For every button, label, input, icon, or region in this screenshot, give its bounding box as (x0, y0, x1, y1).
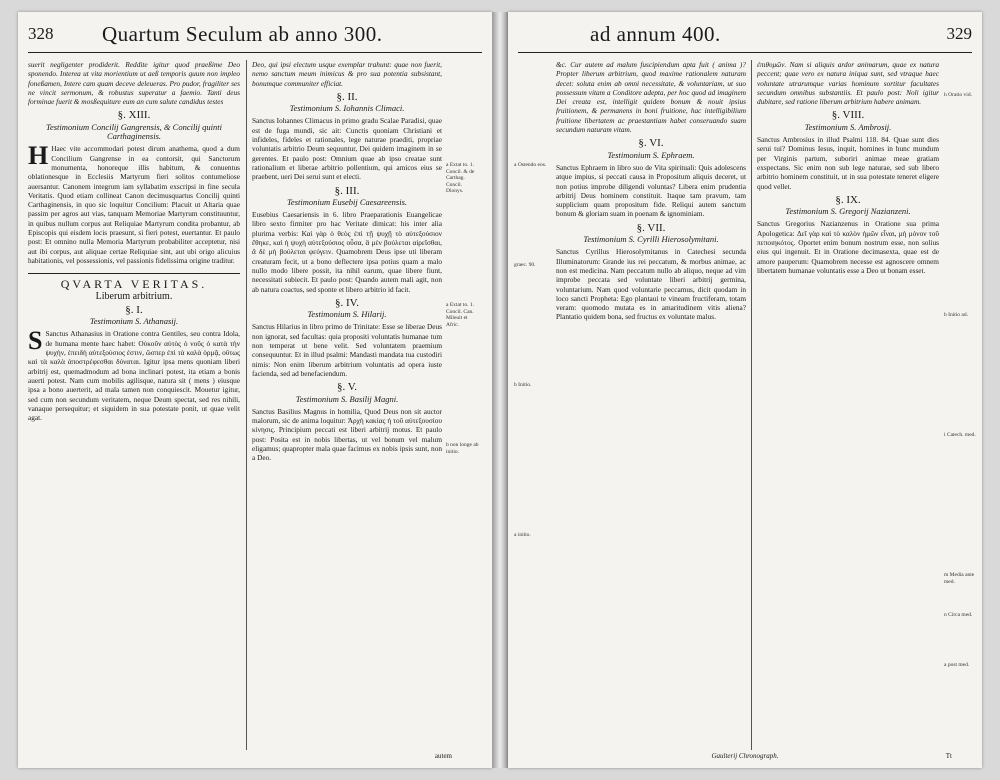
paragraph-text: Sanctus Hilarius in libro primo de Trinitate: Esse se liberae Deus non ignorat, sed facultas: quia propositi voluntatis humanae tum non temperat ut bene velit. Sed voluntatem praemium consequuntur. Et in illud psalmi: Mandasti mandata tua custodiri nimis: Non enim liberum arbitrium voluntatis ad opera iuste facienda, sed ad benefaciendum. (252, 322, 442, 378)
testimony-heading: Testimonium S. Ambrosij. (804, 121, 892, 132)
testimony-heading: Testimonium S. Basilij Magni. (295, 393, 399, 404)
paragraph-text: Haec vite accommodari potest dirum anathema, quod a dum Concilium Gangrense in ea contorsit, qui Sanctorum monumenta, honoreque illis habitum, & conuentus oblationesque in Ecclesiis Martyrum fieri solitos contumeliose auersantur. Canonem integrum iam syllabatim exscripsi in fine secula Veritatis. Quod etiam collineat Canon decimusquartus Concilij quinti Carthaginensis, in quo sic loquitur Concilium: Placuit ut Altaria quae passim per agros aut vias, tanquam Memoriae Martyrum constituuntur, in quibus nullum corpus aut Reliquiae Martyrum condita probantur, ab Episcopis qui eisdem locis praesunt, si fieri potest, euertantur. Et paulo post: Et omnino nulla Memoria Martyrum probabiliter acceptetur, nisi aut ibi corpus, aut aliquae certae Reliquiae sint, aut ubi origo alicuius habitationis, vel possessionis, vel passionis fidelissima origine traditur. (28, 144, 240, 265)
margin-note: b non longe ab initio. (446, 442, 479, 455)
paragraph-text: Sanctus Athanasius in Oratione contra Gentiles, seu contra Idola, de humana mente haec habet: Οὐκοῦν αὐτὸς ὁ νοῦς ὁ κατὰ τὴν ψυχὴν, ἐπειδὴ αὐτεξούσιος ἐστιν, ὥσπερ ἐπὶ τὰ καλὰ ὁρμᾷ, οὕτως καὶ τὰ καλὰ ἀποστρέφεσθαι δύναται. Igitur ipsa mens quoniam liberi arbitrij est, quemadmodum ad bona inclinari potest, ita etiam a bonis auerti potest. Nam cum mobilis agilisque, natura sit ( mens ) eiusque ipsa a bono auerterit, ad mala tamen non conquiescit. Mouetur igitur, sed cum non secundum veritatem, neque Deum spectat, sed res nihili, vanaque persequitur; et siquidem in sua potestate ponit, ut quae velit agat. (28, 329, 240, 423)
left-col-1 (28, 60, 240, 750)
section-vii: §. VII. (636, 221, 666, 234)
margin-note: a Ostendo eos. (514, 162, 547, 168)
section-v: §. V. (336, 381, 358, 394)
section-iii: §. III. (334, 184, 360, 197)
signature-mark: Tt (945, 752, 952, 760)
veritas-subtitle: Liberum arbitrium. (95, 290, 173, 302)
section-iv: §. IV. (335, 296, 359, 309)
right-col-1 (556, 60, 746, 750)
left-col-2 (252, 60, 442, 750)
drop-cap: S (28, 326, 43, 356)
running-title: ad annum 400. (590, 22, 721, 46)
section-ix: §. IX. (835, 193, 861, 206)
column-rule (246, 60, 247, 750)
section-ii: §. II. (336, 90, 358, 103)
margin-note: h Oratio vid. (944, 92, 972, 98)
page-number: 328 (28, 24, 54, 43)
column-rule (751, 60, 752, 750)
testimony-heading: Testimonium S. Hilarij. (307, 309, 387, 320)
margin-note: a Extat to. 1. Concil. & de Carthag. Concil. Dionys. (446, 162, 475, 194)
testimony-heading: Testimonium S. Gregorij Nazianzeni. (785, 206, 911, 217)
section-xiii: §. XIII. (117, 109, 151, 122)
right-col-2 (757, 60, 939, 750)
margin-note: n Circa med. (944, 612, 973, 618)
margin-note: graec. 90. (514, 262, 536, 268)
paragraph (28, 326, 240, 423)
col-top-text: &c. Cur autem ad malum fuscipiendum apta fuit ( anima )? Propter liberum arbitrium, quod maxime rationalem naturam decet: soluta enim ab omni necessitate, & voluntariam, ut suo possessum vitam a Conditore adepta, per hoc quod ad imaginem Dei creata est, intelligit quidem bonum & nouit ipsius fruitionem, & permanens in boni fruitione, hac intelligibilium fruitione libertatem ac praestantiam habet conseruando suam secundum naturam vitam. (556, 60, 746, 135)
testimony-heading: Testimonium Eusebij Caesareensis. (286, 196, 408, 207)
margin-note: b Initio. (514, 382, 532, 388)
catchword: autem (434, 752, 452, 760)
paragraph-text: Eusebius Caesariensis in 6. libro Praeparationis Euangelicae libro sexto firmiter pro hac Veritate dimicat: his inter alia plurima verbis: Καὶ γὰρ ὁ θεὸς ἐπὶ τῇ ψυχῇ τὸ αὐτεξούσιον ἔθηκε, καὶ ἡ ψυχὴ αὐτεξούσιος οὖσα, ἃ μὲν βούλεται αἱρεῖσθαι, ἃ δὲ μὴ βούλεται φεύγειν. Quamobrem Deus ipse uti liberam creaturam fecit, ut a bono deflectere ipsa potius quam a malo nullo modo libere possit, ita nihil earum, quae libere fiunt, necessitati subiecit. Et paulo post: Quando autem mali agit, non ab natura coactus, sed sponte et libero arbitrio id facit. (252, 210, 442, 294)
testimony-heading: Testimonium S. Cyrilli Hierosolymitani. (583, 234, 719, 245)
left-header (28, 20, 482, 53)
testimony-heading: Testimonium Concilij Gangrensis, & Concilij quinti Carthaginensis. (46, 121, 222, 142)
testimony-heading: Testimonium S. Ephraem. (607, 149, 695, 160)
margin-note: a post med. (944, 662, 970, 668)
testimony-heading: Testimonium S. Iohannis Climaci. (289, 103, 405, 114)
section-vi: §. VI. (638, 137, 664, 150)
left-page (18, 12, 492, 768)
right-page (508, 12, 982, 768)
margin-note: a Extat to. 1. Concil. Can. Mileuit et Afric. (446, 302, 474, 328)
margin-note: m Media ante med. (944, 572, 975, 585)
book-gutter (492, 12, 508, 768)
drop-cap: H (28, 141, 49, 171)
paragraph-text: Sanctus Cyrillus Hierosolymitanus in Catechesi secunda Illuminatorum: Grande ius rei peccatum, & morbus animae, ac non est medicina. Nam peccatum nullo ab aliquo, neque ad vim improbe peccata sed voluntate liberi arbitrij germina, voluntarium. Nam quod voluntarie peccamus, dicit quodam in loco sancti Propheta: Ego plantaui te vineam fructiferam, totam veram: quomodo mutata es in amaritudinem vitis aliena? Plantatio quidem bona, sed fructus ex voluntate malus. (556, 247, 746, 322)
margin-note: i Catech. med. (944, 432, 976, 438)
margin-note: b Initio ad. (944, 312, 968, 318)
margin-note: a initio. (514, 532, 531, 538)
paragraph-text: Sanctus Ephraem in libro suo de Vita spirituali: Quis adolescens atque impius, si peccati causa in Propositum aliquis deceret, ut non potius improbe diligendi voluntas? Libera enim prudentia arbitrij Deus hominem constituit. Itaque tam pravum, tam supplicium quam propositum fide. Reliqui autem sanctum bonum & gloriam suam in poenam & ignominiam. (556, 162, 746, 219)
testimony-heading: Testimonium S. Athanasij. (89, 316, 179, 327)
footer-title: Gaulterij Chronograph. (711, 752, 779, 760)
paragraph-text: Sanctus Iohannes Climacus in primo gradu Scalae Paradisi, quae est de fuga mundi, sic ait: Cunctis quoniam Christiani et infideles, fideles et rationales, lege naturae praediti, propriae voluntatis arbitrio Deum sequuntur, Dei quidem imaginem in se gerentes. Et paulo post: Omnium quae ab ipso creatae sunt rationalium et liberae arbitrio pollentium, qui amicos eius se praebent, ueri Dei serui sunt et electi. (252, 116, 442, 182)
section-i: §. I. (125, 303, 143, 316)
running-title: Quartum Seculum ab anno 300. (102, 22, 383, 46)
paragraph-text: Sanctus Gregorius Nazianzenus in Oratione sua prima Apologetica: Δεῖ γὰρ καὶ τὸ καλὸν ἡμῶν εἶναι, μὴ μόνον τοῦ πεποιηκότος. Oportet enim bonum nostrum esse, non solius eius qui ingenuit. Et in Oratione decimasexta, quae est de amore pauperum: Quamobrem necesse est agnoscere omnem libertatem humanae voluntatis esse a Deo ut bonam esset. (757, 219, 939, 275)
col-top-text: Deo, qui ipsi electum usque exemplar trahunt: quae non fuerit, nemo sanctum meum inimicus & pro sua potentia subsistant, bonumque communiter efficiat. (252, 60, 442, 88)
paragraph (28, 141, 240, 265)
col-top-text: ἐπιθυμῶν. Nam si aliquis ardor animarum, quae ex natura peccent; quae vero ex natura iniqua sunt, sed vtraque haec voluntate utrarumque varias hominum sortitur facultates secundum omnibus substantiis. Et paulo post: Noli igitur dubitare, sed ratione liberum arbitrium habere animam. (757, 60, 939, 107)
section-viii: §. VIII. (831, 109, 865, 122)
right-header (518, 20, 972, 53)
paragraph-text: Sanctus Basilius Magnus in homilia, Quod Deus non sit auctor malorum, sic de anima loquitur: Ἀρχὴ κακίας ἡ τοῦ αὐτεξουσίου κίνησις. Principium peccati est liberi arbitrij motus. Et paulo post: Posita est in nobis libertas, ut vel bonum vel malum eligamus; quapropter mala quae facimus ex nobis ipsis sunt, non a Deo. (252, 406, 442, 463)
paragraph-text: Sanctus Ambrosius in illud Psalmi 118. 84. Quae sunt dies serui tui? Dominus Iesus, inquit, homines in hunc mundum per Virginis partum, suboriri animae meae gratiam exspectans. Sic enim non sub lege naturae, sed sub libero arbitrio hominem constituit, ut in sua potestate teneret eligere quod vellet. (757, 135, 939, 191)
page-number: 329 (946, 24, 972, 43)
col-top-text: suerit negligenter prodiderit. Reddite igitur quod praeßime Deo sponendo. Interea ut vita morientium ut aeß temporis quum non impleo foneßamen, Intere cam quam deceve deleueras. Pro pudor, fragiliter ses ne vincit sermonum, & robustus superatur a faemio. Tanti deus forminae fuerit & mosßequiture eum an cum salute candidus testes (28, 60, 240, 107)
veritas-heading: QVARTA VERITAS. (28, 273, 240, 289)
